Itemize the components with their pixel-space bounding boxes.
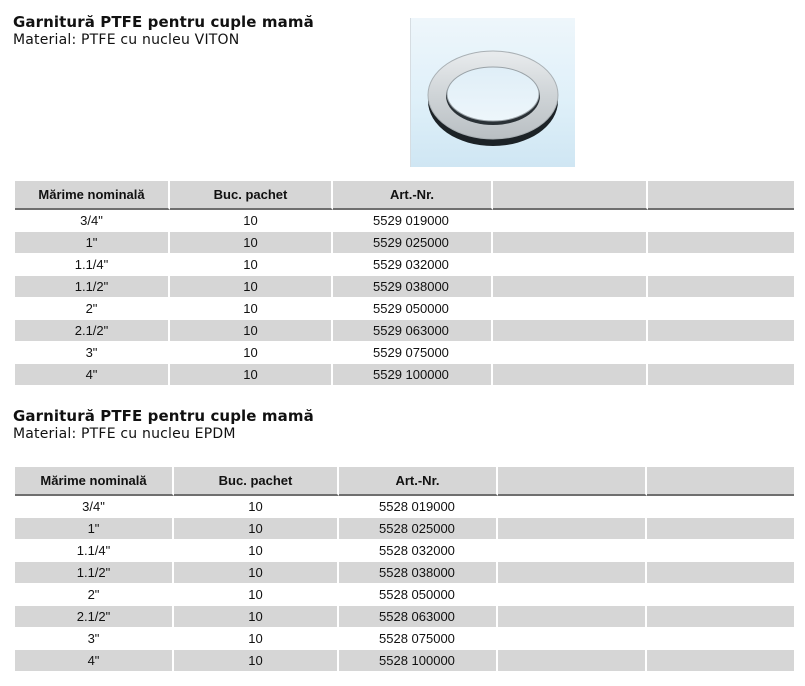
specs-table — [15, 467, 794, 672]
column-header-pack: Buc. pachet — [170, 181, 333, 210]
table-row — [15, 628, 794, 650]
gasket-ring-icon — [411, 18, 575, 167]
column-header-size: Mărime nominală — [15, 181, 170, 210]
article-number-cell: 5528 019000 — [339, 496, 498, 518]
size-cell: 1.1/4" — [15, 254, 170, 276]
specs-table — [15, 181, 794, 386]
article-number-cell: 5529 100000 — [333, 364, 493, 386]
table-header-row — [15, 181, 794, 210]
article-number-cell: 5528 063000 — [339, 606, 498, 628]
pack-cell: 10 — [174, 628, 339, 650]
article-number-cell: 5529 038000 — [333, 276, 493, 298]
table-row — [15, 584, 794, 606]
pack-cell: 10 — [174, 540, 339, 562]
article-number-cell: 5529 032000 — [333, 254, 493, 276]
article-number-cell: 5528 075000 — [339, 628, 498, 650]
pack-cell: 10 — [170, 276, 333, 298]
table-row — [15, 518, 794, 540]
column-header-empty — [493, 181, 648, 210]
size-cell: 4" — [15, 364, 170, 386]
size-cell: 3/4" — [15, 496, 174, 518]
table-row — [15, 342, 794, 364]
column-header-article: Art.-Nr. — [339, 467, 498, 496]
column-header-empty — [498, 467, 647, 496]
size-cell: 3/4" — [15, 210, 170, 232]
article-number-cell: 5528 038000 — [339, 562, 498, 584]
column-header-pack: Buc. pachet — [174, 467, 339, 496]
article-number-cell: 5528 050000 — [339, 584, 498, 606]
column-header-empty — [648, 181, 794, 210]
table-row — [15, 298, 794, 320]
pack-cell: 10 — [170, 254, 333, 276]
size-cell: 2.1/2" — [15, 320, 170, 342]
table-row — [15, 496, 794, 518]
column-header-article: Art.-Nr. — [333, 181, 493, 210]
size-cell: 3" — [15, 628, 174, 650]
column-header-empty — [647, 467, 794, 496]
pack-cell: 10 — [174, 562, 339, 584]
gasket-ring-image — [410, 18, 575, 167]
size-cell: 3" — [15, 342, 170, 364]
size-cell: 1.1/2" — [15, 276, 170, 298]
column-header-size: Mărime nominală — [15, 467, 174, 496]
table-row — [15, 364, 794, 386]
size-cell: 1.1/4" — [15, 540, 174, 562]
table-row — [15, 254, 794, 276]
product-title: Garnitură PTFE pentru cuple mamă — [13, 13, 314, 31]
pack-cell: 10 — [174, 496, 339, 518]
article-number-cell: 5529 025000 — [333, 232, 493, 254]
size-cell: 1" — [15, 232, 170, 254]
pack-cell: 10 — [170, 298, 333, 320]
pack-cell: 10 — [174, 584, 339, 606]
pack-cell: 10 — [174, 650, 339, 672]
size-cell: 2" — [15, 584, 174, 606]
section-heading — [13, 407, 314, 444]
table-row — [15, 562, 794, 584]
size-cell: 4" — [15, 650, 174, 672]
table-row — [15, 276, 794, 298]
product-title: Garnitură PTFE pentru cuple mamă — [13, 407, 314, 425]
material-label: Material: PTFE cu nucleu VITON — [13, 32, 240, 48]
table-row — [15, 320, 794, 342]
table-header-row — [15, 467, 794, 496]
pack-cell: 10 — [170, 210, 333, 232]
article-number-cell: 5528 025000 — [339, 518, 498, 540]
table-row — [15, 650, 794, 672]
table-row — [15, 210, 794, 232]
material-label: Material: PTFE cu nucleu EPDM — [13, 426, 236, 442]
table-row — [15, 606, 794, 628]
size-cell: 2.1/2" — [15, 606, 174, 628]
pack-cell: 10 — [174, 606, 339, 628]
pack-cell: 10 — [174, 518, 339, 540]
article-number-cell: 5529 075000 — [333, 342, 493, 364]
article-number-cell: 5529 019000 — [333, 210, 493, 232]
size-cell: 1" — [15, 518, 174, 540]
size-cell: 2" — [15, 298, 170, 320]
article-number-cell: 5529 050000 — [333, 298, 493, 320]
section-heading — [13, 13, 314, 50]
pack-cell: 10 — [170, 232, 333, 254]
pack-cell: 10 — [170, 364, 333, 386]
pack-cell: 10 — [170, 320, 333, 342]
article-number-cell: 5528 100000 — [339, 650, 498, 672]
pack-cell: 10 — [170, 342, 333, 364]
table-row — [15, 540, 794, 562]
table-row — [15, 232, 794, 254]
size-cell: 1.1/2" — [15, 562, 174, 584]
article-number-cell: 5528 032000 — [339, 540, 498, 562]
article-number-cell: 5529 063000 — [333, 320, 493, 342]
